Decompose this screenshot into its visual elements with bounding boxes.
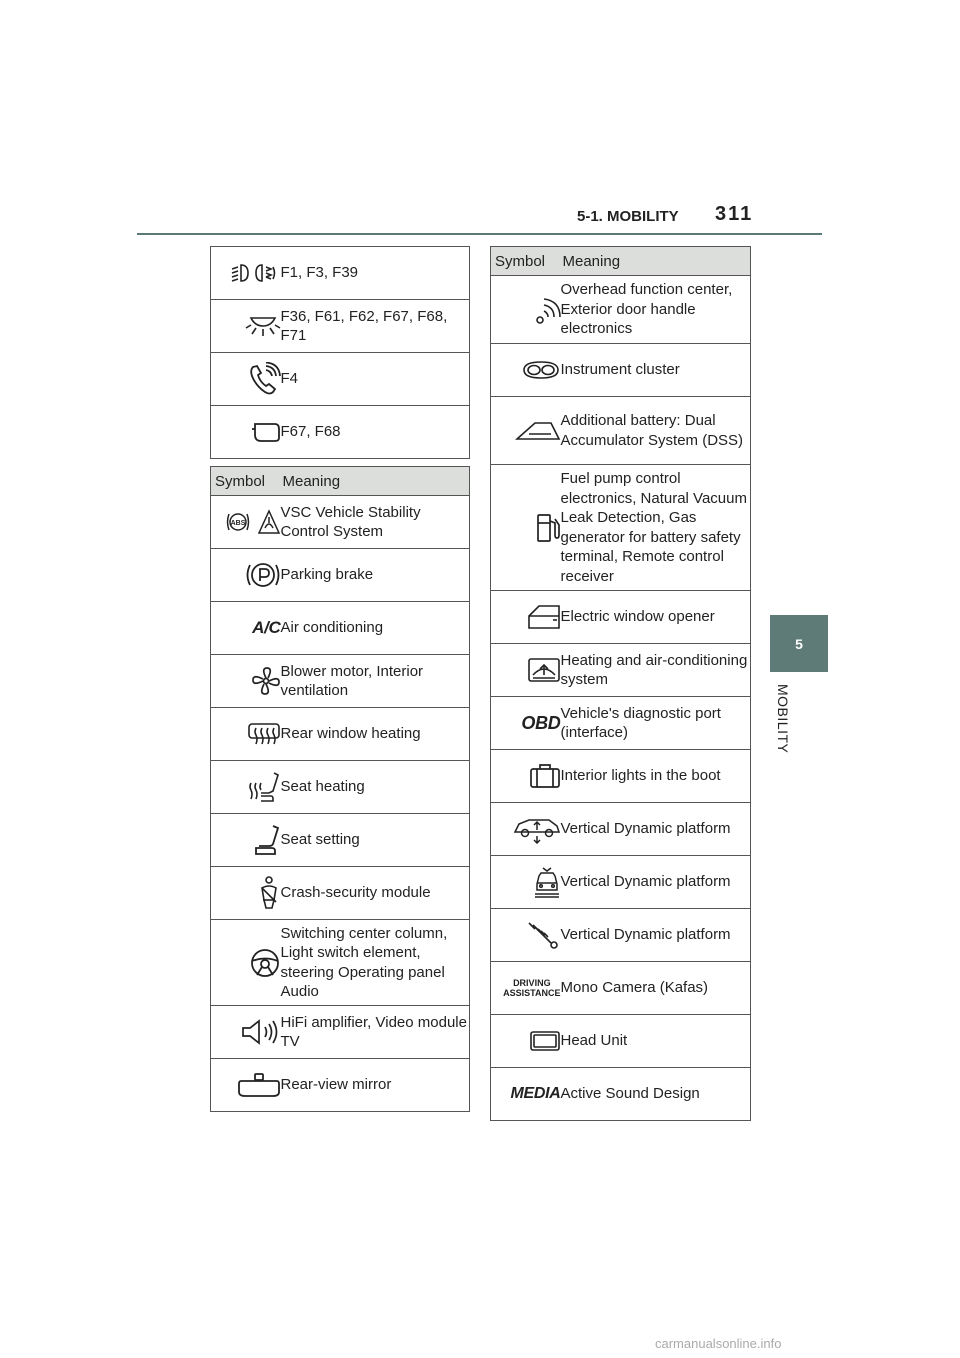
table-row — [211, 761, 470, 814]
table-row — [211, 814, 470, 867]
row-meaning: Switching center column, Light switch element, steering Operating panel Audio — [281, 920, 470, 1006]
page-number: 311 — [715, 203, 754, 225]
table-row — [211, 655, 470, 708]
table-row — [491, 465, 751, 591]
table-row — [211, 602, 470, 655]
row-meaning: Fuel pump control electronics, Natural Vacuum Leak Detection, Gas generator for battery safety terminal, Remote control receiver — [561, 465, 751, 591]
head-unit-icon — [529, 1030, 561, 1052]
table-row — [491, 644, 751, 697]
table-row — [491, 1015, 751, 1068]
suspension-icon — [527, 921, 561, 949]
row-meaning: HiFi amplifier, Video module TV — [281, 1006, 470, 1059]
driving-assistance-icon — [503, 978, 560, 998]
media-icon: MEDIA — [510, 1085, 561, 1103]
fuse-table-right — [490, 246, 751, 1121]
watermark: carmanualsonline.info — [655, 1336, 782, 1351]
rearview-mirror-icon — [237, 1072, 281, 1098]
row-meaning: VSC Vehicle Stability Control System — [281, 496, 470, 549]
row-meaning: Instrument cluster — [561, 344, 751, 397]
row-meaning: Blower motor, Interior ventilation — [281, 655, 470, 708]
row-meaning: Electric window opener — [561, 591, 751, 644]
seat-icon — [251, 824, 281, 856]
side-mirror-icon — [251, 421, 281, 443]
phone-signal-icon — [249, 362, 281, 396]
row-meaning: Additional battery: Dual Accumulator System (DSS) — [561, 397, 751, 465]
table-header-row — [491, 247, 751, 276]
section-title: 5-1. MOBILITY — [577, 208, 679, 225]
table-row — [211, 708, 470, 761]
steering-wheel-icon — [249, 947, 281, 979]
obd-icon: OBD — [521, 712, 561, 733]
header-rule — [137, 233, 822, 235]
table-row — [491, 697, 751, 750]
row-meaning: Rear-view mirror — [281, 1059, 470, 1112]
climate-icon — [527, 657, 561, 683]
row-meaning: Vertical Dynamic platform — [561, 803, 751, 856]
speaker-icon — [241, 1018, 281, 1046]
row-meaning: F67, F68 — [281, 406, 470, 459]
row-meaning: Mono Camera (Kafas) — [561, 962, 751, 1015]
table-row — [211, 867, 470, 920]
row-meaning: Interior lights in the boot — [561, 750, 751, 803]
row-meaning: Vehicle's diagnostic port (interface) — [561, 697, 751, 750]
table-row — [491, 750, 751, 803]
row-meaning: Crash-security module — [281, 867, 470, 920]
fuse-table-left — [210, 466, 470, 1112]
driving-assistance-icon-line2: ASSISTANCE — [503, 988, 561, 998]
table-row — [491, 397, 751, 465]
fan-icon — [251, 666, 281, 696]
row-meaning: Air conditioning — [281, 602, 470, 655]
ac-icon: A/C — [252, 618, 281, 637]
row-meaning: Vertical Dynamic platform — [561, 856, 751, 909]
table-row — [491, 803, 751, 856]
abs-vsc-icon — [225, 507, 281, 537]
car-height-icon — [513, 814, 561, 844]
table-row — [211, 496, 470, 549]
table-header-row — [211, 467, 470, 496]
table-row — [211, 353, 470, 406]
parking-brake-icon — [245, 559, 281, 591]
chapter-label: MOBILITY — [775, 684, 791, 754]
table-row — [491, 856, 751, 909]
header-meaning: Meaning — [561, 247, 751, 276]
fuse-table-top — [210, 246, 470, 459]
row-meaning: Seat setting — [281, 814, 470, 867]
table-row — [491, 909, 751, 962]
row-meaning: Seat heating — [281, 761, 470, 814]
rear-defrost-icon — [247, 722, 281, 746]
row-meaning: Parking brake — [281, 549, 470, 602]
row-meaning: Head Unit — [561, 1015, 751, 1068]
table-row — [211, 1059, 470, 1112]
row-meaning: F4 — [281, 353, 470, 406]
row-meaning: Vertical Dynamic platform — [561, 909, 751, 962]
row-meaning: Heating and air-conditioning system — [561, 644, 751, 697]
table-row — [491, 591, 751, 644]
car-front-icon — [533, 866, 561, 898]
header-symbol: Symbol — [491, 247, 561, 276]
header-meaning: Meaning — [281, 467, 470, 496]
table-row — [491, 962, 751, 1015]
battery-wedge-icon — [515, 420, 561, 442]
table-row — [211, 1006, 470, 1059]
header-symbol: Symbol — [211, 467, 281, 496]
table-row — [211, 549, 470, 602]
seat-heating-icon — [247, 771, 281, 803]
row-meaning: F36, F61, F62, F67, F68, F71 — [281, 300, 470, 353]
row-meaning: Overhead function center, Exterior door handle electronics — [561, 276, 751, 344]
interior-light-icon — [245, 314, 281, 338]
boot-light-icon — [529, 763, 561, 789]
table-row — [211, 920, 470, 1006]
instrument-cluster-icon — [521, 360, 561, 380]
row-meaning: Active Sound Design — [561, 1068, 751, 1121]
remote-signal-icon — [535, 295, 561, 325]
table-row — [211, 300, 470, 353]
table-row — [491, 344, 751, 397]
table-row — [211, 406, 470, 459]
row-meaning: Rear window heating — [281, 708, 470, 761]
driving-assistance-icon-line1: DRIVING — [513, 978, 551, 988]
svg-text:ABS: ABS — [230, 520, 245, 527]
fuel-pump-icon — [535, 513, 561, 543]
chapter-tab[interactable]: 5 — [770, 615, 828, 672]
row-meaning: F1, F3, F39 — [281, 247, 470, 300]
table-row — [491, 276, 751, 344]
headlight-fog-icon — [231, 262, 281, 284]
table-row — [491, 1068, 751, 1121]
table-row — [211, 247, 470, 300]
seatbelt-person-icon — [257, 876, 281, 910]
door-window-icon — [527, 604, 561, 630]
